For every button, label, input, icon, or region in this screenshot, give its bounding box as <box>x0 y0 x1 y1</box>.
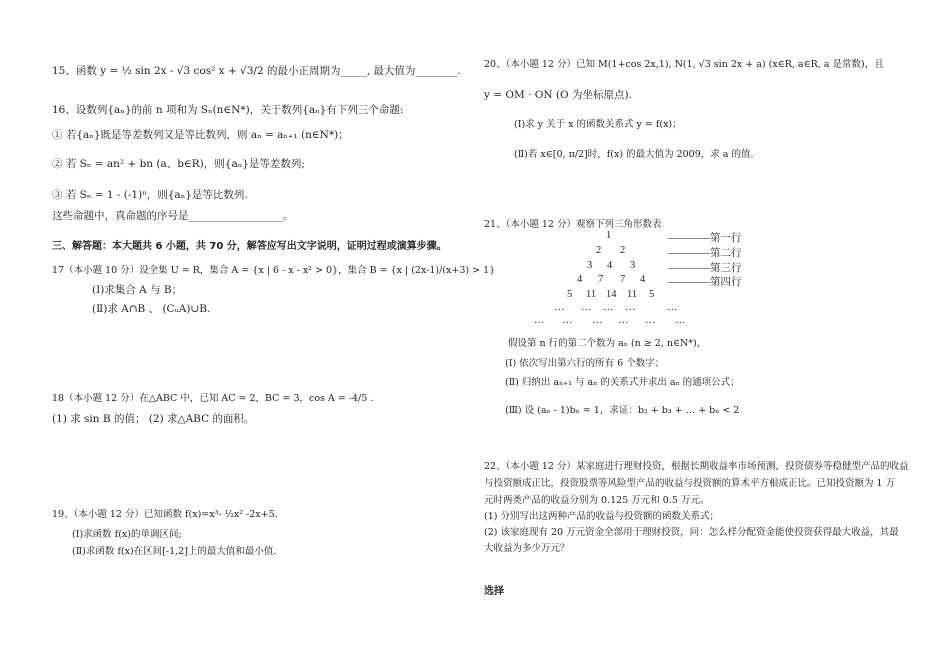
question-17-part-1: (Ⅰ)求集合 A 与 B； <box>92 284 183 296</box>
row-label: ————第三行 <box>668 263 742 274</box>
triangle-cell: 3 <box>587 260 593 271</box>
row-label: ————第二行 <box>668 248 742 259</box>
question-21: 21、（本小题 12 分）观察下列三角形数表 <box>484 219 662 230</box>
question-21-part-3: (Ⅲ) 设 (aₙ - 1)bₙ = 1，求证：b₂ + b₃ + … + bₙ < 2 <box>505 405 740 416</box>
question-21-part-1: (Ⅰ) 依次写出第六行的所有 6 个数字； <box>505 358 665 369</box>
triangle-cell: … <box>603 302 614 313</box>
triangle-cell: … <box>581 302 592 313</box>
question-16-stem: 16、设数列{aₙ}的前 n 项和为 Sₙ(n∈N*)，关于数列{aₙ}有下列三个命题: <box>52 104 404 116</box>
triangle-cell: 7 <box>620 274 626 285</box>
triangle-cell: 4 <box>640 274 646 285</box>
question-17: 17（本小题 10 分）设全集 U = R，集合 A = {x | 6 - x - x² > 0}，集合 B = {x | (2x-1)/(x+3) > 1} <box>52 265 496 276</box>
question-21-part-2: (Ⅱ) 归纳出 aₙ₊₁ 与 aₙ 的关系式并求出 aₙ 的通项公式； <box>505 377 740 388</box>
row-label: ————第四行 <box>668 277 742 288</box>
question-18-parts: (1) 求 sin B 的值； (2) 求△ABC 的面积。 <box>52 413 255 425</box>
question-18: 18（本小题 12 分）在△ABC 中，已知 AC = 2，BC = 3，cos A = -4/5 . <box>52 393 374 404</box>
question-19-part-2: (Ⅱ)求函数 f(x)在区间[-1,2]上的最大值和最小值. <box>72 546 277 557</box>
triangle-cell: 4 <box>577 274 583 285</box>
triangle-cell: … <box>562 315 573 326</box>
triangle-cell: … <box>667 302 678 313</box>
question-21-assumption: 假设第 n 行的第二个数为 aₙ (n ≥ 2, n∈N*)， <box>508 338 707 349</box>
triangle-cell: 2 <box>596 245 602 256</box>
triangle-cell: 11 <box>627 289 638 300</box>
triangle-cell: … <box>645 315 656 326</box>
question-16-ending: 这些命题中，真命题的序号是__________________。 <box>52 210 294 222</box>
question-20-definition: y = OM · ON (O 为坐标原点). <box>484 89 632 101</box>
triangle-cell: 3 <box>630 260 636 271</box>
triangle-cell: … <box>675 315 686 326</box>
triangle-cell: 5 <box>567 289 573 300</box>
question-19: 19、（本小题 12 分）已知函数 f(x)=x³- ½x² -2x+5. <box>52 509 278 520</box>
question-22-line-3: 元时两类产品的收益分别为 0.125 万元和 0.5 万元。 <box>484 495 710 506</box>
question-19-part-1: (Ⅰ)求函数 f(x)的单调区间; <box>72 529 182 540</box>
triangle-cell: … <box>534 315 545 326</box>
triangle-cell: … <box>554 302 565 313</box>
triangle-cell: … <box>592 315 603 326</box>
triangle-cell: 11 <box>586 289 597 300</box>
triangle-cell: 4 <box>607 260 613 271</box>
question-20-part-1: (Ⅰ)求 y 关于 x 的函数关系式 y = f(x)； <box>514 119 682 130</box>
question-22-line-1: 22、（本小题 12 分）某家庭进行理财投资，根据长期收益率市场预测，投资债券等稳健型产品的收益 <box>484 461 909 472</box>
question-22-line-2: 与投资额成正比，投资股票等风险型产品的收益与投资额的算术平方根成正比。已知投资额为 1 万 <box>484 478 896 489</box>
question-20: 20、（本小题 12 分）已知 M(1+cos 2x,1), N(1, √3 sin 2x + a) (x∈R, a∈R, a 是常数)，且 <box>484 59 884 70</box>
triangle-cell: 1 <box>606 230 612 241</box>
question-17-part-2: (Ⅱ)求 A∩B 、 (CᵤA)∪B. <box>92 303 211 315</box>
question-15: 15、函数 y = ½ sin 2x - √3 cos² x + √3/2 的最小正周期为_____, 最大值为________. <box>52 65 461 77</box>
section-3-heading: 三、解答题：本大题共 6 小题，共 70 分，解答应写出文字说明，证明过程或演算步骤。 <box>52 241 447 252</box>
question-22-part-3: 大收益为多少万元？ <box>484 543 570 554</box>
question-22-part-2: (2) 该家庭现有 20 万元资金全部用于理财投资，问：怎么样分配资金能使投资获得最大收益，其最 <box>484 527 899 538</box>
footer-label: 选择 <box>484 586 504 597</box>
triangle-cell: 2 <box>620 245 626 256</box>
question-16-statement-3: ③ 若 Sₙ = 1 - (-1)ⁿ，则{aₙ}是等比数列. <box>52 189 248 201</box>
triangle-cell: 5 <box>649 289 655 300</box>
question-16-statement-2: ② 若 Sₙ = an² + bn (a、b∈R)，则{aₙ}是等差数列; <box>52 158 305 170</box>
triangle-cell: … <box>618 315 629 326</box>
triangle-cell: 14 <box>606 289 617 300</box>
triangle-cell: 7 <box>598 274 604 285</box>
question-22-part-1: (1) 分别写出这两种产品的收益与投资额的函数关系式； <box>484 511 719 522</box>
triangle-cell: … <box>625 302 636 313</box>
question-20-part-2: (Ⅱ)若 x∈[0, π/2]时，f(x) 的最大值为 2009，求 a 的值. <box>514 149 754 160</box>
question-16-statement-1: ① 若{aₙ}既是等差数列又是等比数列，则 aₙ = aₙ₊₁ (n∈N*)； <box>52 129 349 141</box>
row-label: ————第一行 <box>668 233 742 244</box>
